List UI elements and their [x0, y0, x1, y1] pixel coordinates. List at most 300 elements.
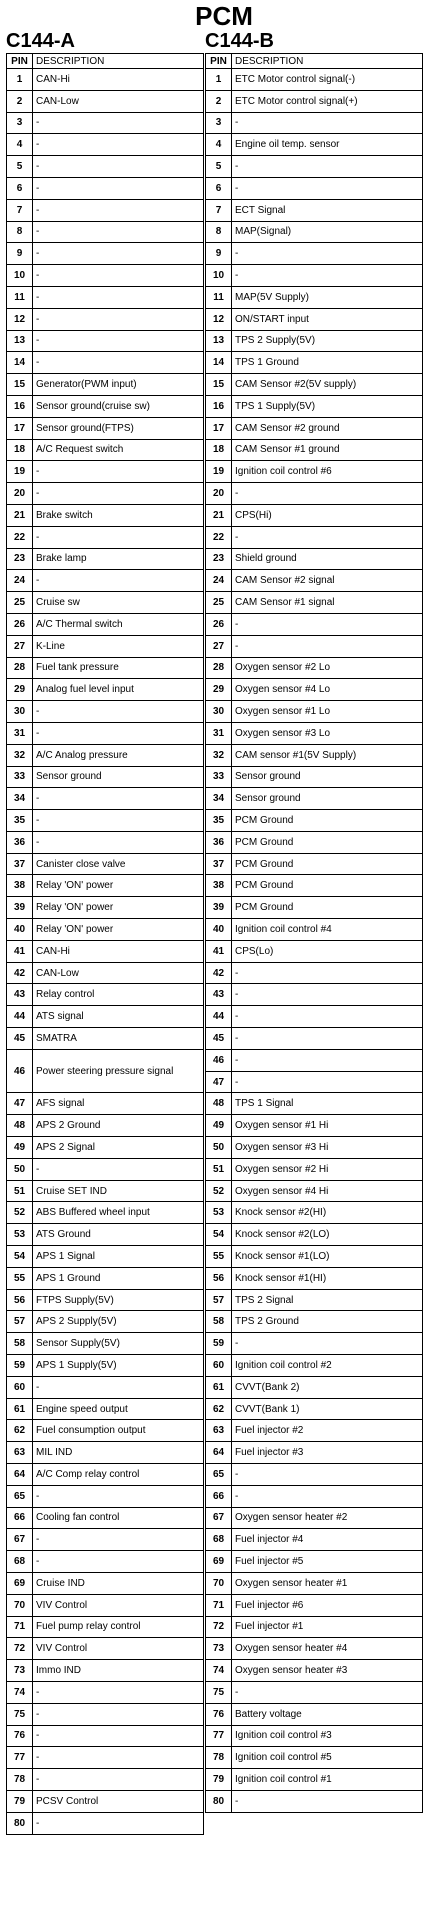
pin-description: Cooling fan control — [33, 1507, 204, 1529]
pin-number: 80 — [7, 1812, 33, 1834]
table-row — [7, 1246, 204, 1268]
pin-description: CAM Sensor #2 ground — [232, 417, 423, 439]
pin-number: 70 — [7, 1594, 33, 1616]
table-row — [7, 1006, 204, 1028]
table-row — [206, 1660, 423, 1682]
pin-description: SMATRA — [33, 1028, 204, 1050]
pin-description: Oxygen sensor heater #3 — [232, 1660, 423, 1682]
pin-description: K-Line — [33, 635, 204, 657]
pin-number: 79 — [206, 1769, 232, 1791]
pin-description: Relay 'ON' power — [33, 919, 204, 941]
pin-description: - — [33, 352, 204, 374]
table-row — [7, 1464, 204, 1486]
pin-number: 58 — [206, 1311, 232, 1333]
pin-number: 18 — [7, 439, 33, 461]
table-row — [7, 90, 204, 112]
pin-number: 73 — [206, 1638, 232, 1660]
pin-description: Relay 'ON' power — [33, 875, 204, 897]
pin-description: APS 2 Ground — [33, 1115, 204, 1137]
pin-number: 44 — [7, 1006, 33, 1028]
pin-number: 53 — [206, 1202, 232, 1224]
table-row — [7, 831, 204, 853]
table-row — [7, 635, 204, 657]
pin-description: Fuel consumption output — [33, 1420, 204, 1442]
pin-number: 6 — [206, 177, 232, 199]
pin-number: 50 — [7, 1158, 33, 1180]
pin-description: - — [232, 1485, 423, 1507]
table-row — [206, 1115, 423, 1137]
pin-number: 63 — [206, 1420, 232, 1442]
table-row — [206, 1442, 423, 1464]
pin-header: PIN — [7, 54, 33, 69]
pin-description: VIV Control — [33, 1594, 204, 1616]
pin-number: 39 — [206, 897, 232, 919]
pin-number: 24 — [206, 570, 232, 592]
pin-number: 2 — [7, 90, 33, 112]
table-row — [7, 1747, 204, 1769]
pin-description: Ignition coil control #1 — [232, 1769, 423, 1791]
pin-description: CPS(Lo) — [232, 940, 423, 962]
table-row — [7, 1376, 204, 1398]
table-row — [7, 897, 204, 919]
table-row — [206, 919, 423, 941]
table-row — [7, 483, 204, 505]
pin-description: Ignition coil control #3 — [232, 1725, 423, 1747]
table-row — [206, 439, 423, 461]
table-row — [206, 526, 423, 548]
table-row — [7, 352, 204, 374]
pin-number: 35 — [7, 810, 33, 832]
table-row — [7, 1616, 204, 1638]
description-header: DESCRIPTION — [33, 54, 204, 69]
pin-number: 44 — [206, 1006, 232, 1028]
pin-number: 3 — [7, 112, 33, 134]
pin-description: APS 1 Signal — [33, 1246, 204, 1268]
pin-number: 71 — [7, 1616, 33, 1638]
pin-description: - — [33, 810, 204, 832]
pin-description: A/C Analog pressure — [33, 744, 204, 766]
pin-number: 15 — [206, 374, 232, 396]
pin-description: - — [33, 1376, 204, 1398]
table-row — [206, 221, 423, 243]
pin-description: - — [232, 1071, 423, 1093]
pin-description: - — [232, 1049, 423, 1071]
table-row — [206, 69, 423, 91]
table-row — [206, 1311, 423, 1333]
pin-header: PIN — [206, 54, 232, 69]
table-row — [7, 766, 204, 788]
pin-description: ATS signal — [33, 1006, 204, 1028]
table-row — [206, 831, 423, 853]
table-row — [7, 330, 204, 352]
pin-description: MAP(5V Supply) — [232, 286, 423, 308]
pin-number: 68 — [206, 1529, 232, 1551]
pin-number: 8 — [206, 221, 232, 243]
pin-description: Oxygen sensor #2 Hi — [232, 1158, 423, 1180]
table-row — [206, 788, 423, 810]
table-row — [7, 439, 204, 461]
connector-a-title: C144-A — [6, 30, 75, 52]
pin-description: Fuel injector #2 — [232, 1420, 423, 1442]
table-row — [206, 1093, 423, 1115]
pin-number: 16 — [7, 395, 33, 417]
pin-description: Analog fuel level input — [33, 679, 204, 701]
table-row — [206, 1289, 423, 1311]
pin-number: 7 — [7, 199, 33, 221]
pin-number: 17 — [7, 417, 33, 439]
pin-number: 54 — [206, 1224, 232, 1246]
pin-number: 45 — [7, 1028, 33, 1050]
table-row — [206, 199, 423, 221]
pin-number: 65 — [7, 1485, 33, 1507]
table-row — [7, 177, 204, 199]
pin-number: 78 — [206, 1747, 232, 1769]
pin-number: 15 — [7, 374, 33, 396]
pin-description: - — [232, 1333, 423, 1355]
pin-number: 67 — [206, 1507, 232, 1529]
table-row — [206, 657, 423, 679]
pin-description: - — [33, 1725, 204, 1747]
pin-description: - — [33, 1551, 204, 1573]
pin-number: 33 — [206, 766, 232, 788]
pin-number: 63 — [7, 1442, 33, 1464]
pin-number: 11 — [7, 286, 33, 308]
table-row — [7, 788, 204, 810]
pin-number: 40 — [206, 919, 232, 941]
pin-number: 59 — [7, 1355, 33, 1377]
table-row — [7, 1224, 204, 1246]
pin-description: Brake lamp — [33, 548, 204, 570]
table-row — [7, 1115, 204, 1137]
pin-number: 51 — [206, 1158, 232, 1180]
pin-description: - — [33, 1769, 204, 1791]
pin-description: CAN-Hi — [33, 69, 204, 91]
pin-description: - — [33, 1681, 204, 1703]
pin-description: - — [33, 286, 204, 308]
pin-description: TPS 2 Signal — [232, 1289, 423, 1311]
pin-number: 13 — [206, 330, 232, 352]
table-row — [206, 1071, 423, 1093]
pin-number: 60 — [206, 1355, 232, 1377]
table-row — [7, 1572, 204, 1594]
pin-description: - — [33, 722, 204, 744]
pin-number: 56 — [7, 1289, 33, 1311]
pin-description: ETC Motor control signal(+) — [232, 90, 423, 112]
pin-number: 42 — [7, 962, 33, 984]
pin-description: APS 2 Signal — [33, 1137, 204, 1159]
pin-description: Ignition coil control #6 — [232, 461, 423, 483]
pin-description: TPS 2 Supply(5V) — [232, 330, 423, 352]
table-row — [206, 265, 423, 287]
pin-description: Cruise sw — [33, 592, 204, 614]
pin-number: 51 — [7, 1180, 33, 1202]
pin-number: 49 — [206, 1115, 232, 1137]
pin-number: 79 — [7, 1790, 33, 1812]
pin-number: 60 — [7, 1376, 33, 1398]
pin-number: 5 — [206, 156, 232, 178]
table-row — [206, 613, 423, 635]
pin-number: 16 — [206, 395, 232, 417]
connector-a-table — [6, 53, 204, 1835]
pin-number: 1 — [206, 69, 232, 91]
pin-number: 33 — [7, 766, 33, 788]
pin-description: TPS 1 Signal — [232, 1093, 423, 1115]
pin-number: 31 — [7, 722, 33, 744]
pin-description: PCM Ground — [232, 831, 423, 853]
pin-description: - — [33, 330, 204, 352]
pin-description: FTPS Supply(5V) — [33, 1289, 204, 1311]
pin-description: Knock sensor #2(HI) — [232, 1202, 423, 1224]
pin-description: Oxygen sensor #3 Hi — [232, 1137, 423, 1159]
table-row — [206, 1376, 423, 1398]
pin-description: PCSV Control — [33, 1790, 204, 1812]
table-row — [7, 395, 204, 417]
pin-number: 66 — [7, 1507, 33, 1529]
pin-number: 37 — [206, 853, 232, 875]
pin-description: Oxygen sensor heater #4 — [232, 1638, 423, 1660]
pin-description: - — [232, 177, 423, 199]
pin-description: Fuel tank pressure — [33, 657, 204, 679]
pin-number: 48 — [7, 1115, 33, 1137]
table-row — [206, 940, 423, 962]
table-row — [7, 417, 204, 439]
pin-description: Engine speed output — [33, 1398, 204, 1420]
pin-number: 35 — [206, 810, 232, 832]
pin-description: Relay 'ON' power — [33, 897, 204, 919]
pin-description: - — [232, 613, 423, 635]
pin-number: 12 — [7, 308, 33, 330]
table-row — [7, 461, 204, 483]
pin-number: 78 — [7, 1769, 33, 1791]
table-row — [206, 1703, 423, 1725]
pin-number: 4 — [7, 134, 33, 156]
table-row — [206, 134, 423, 156]
pin-description: CAM Sensor #2(5V supply) — [232, 374, 423, 396]
pin-description: Power steering pressure signal — [33, 1049, 204, 1093]
pin-description: Oxygen sensor #1 Hi — [232, 1115, 423, 1137]
pin-number: 40 — [7, 919, 33, 941]
table-row — [206, 1028, 423, 1050]
table-row — [206, 962, 423, 984]
pin-description: CAN-Low — [33, 90, 204, 112]
pin-number: 56 — [206, 1267, 232, 1289]
pin-number: 24 — [7, 570, 33, 592]
pin-description: CVVT(Bank 1) — [232, 1398, 423, 1420]
pin-number: 62 — [7, 1420, 33, 1442]
table-row — [7, 1267, 204, 1289]
table-row — [7, 134, 204, 156]
pin-number: 53 — [7, 1224, 33, 1246]
pin-number: 34 — [206, 788, 232, 810]
table-row — [206, 875, 423, 897]
pin-description: Generator(PWM input) — [33, 374, 204, 396]
pin-description: PCM Ground — [232, 810, 423, 832]
pin-number: 43 — [206, 984, 232, 1006]
pin-number: 41 — [206, 940, 232, 962]
pin-number: 54 — [7, 1246, 33, 1268]
pin-description: - — [33, 1158, 204, 1180]
pin-description: Fuel injector #3 — [232, 1442, 423, 1464]
pin-number: 75 — [7, 1703, 33, 1725]
pin-description: Ignition coil control #2 — [232, 1355, 423, 1377]
table-row — [7, 1725, 204, 1747]
pin-number: 21 — [206, 504, 232, 526]
page-title: PCM — [195, 1, 253, 31]
pin-number: 49 — [7, 1137, 33, 1159]
table-row — [7, 984, 204, 1006]
pin-description: Oxygen sensor #4 Lo — [232, 679, 423, 701]
pin-description: Ignition coil control #5 — [232, 1747, 423, 1769]
pin-description: CAN-Hi — [33, 940, 204, 962]
pin-number: 68 — [7, 1551, 33, 1573]
pin-description: - — [33, 177, 204, 199]
table-row — [206, 243, 423, 265]
pin-description: Fuel injector #6 — [232, 1594, 423, 1616]
table-row — [206, 1420, 423, 1442]
pin-number: 38 — [7, 875, 33, 897]
table-row — [206, 853, 423, 875]
pin-number: 48 — [206, 1093, 232, 1115]
table-row — [206, 1006, 423, 1028]
pin-number: 10 — [7, 265, 33, 287]
pin-description: APS 2 Supply(5V) — [33, 1311, 204, 1333]
pin-number: 31 — [206, 722, 232, 744]
table-row — [7, 374, 204, 396]
pin-number: 32 — [7, 744, 33, 766]
pin-number: 45 — [206, 1028, 232, 1050]
pin-number: 72 — [206, 1616, 232, 1638]
pin-description: - — [33, 1703, 204, 1725]
table-row — [7, 1049, 204, 1093]
table-row — [7, 1812, 204, 1834]
table-row — [7, 1420, 204, 1442]
table-row — [7, 919, 204, 941]
pin-number: 52 — [7, 1202, 33, 1224]
connector-b-title: C144-B — [205, 30, 274, 52]
table-row — [7, 1355, 204, 1377]
pin-description: - — [33, 243, 204, 265]
pin-description: PCM Ground — [232, 897, 423, 919]
table-row — [206, 1355, 423, 1377]
pin-description: Oxygen sensor #3 Lo — [232, 722, 423, 744]
pin-description: Fuel pump relay control — [33, 1616, 204, 1638]
pin-number: 70 — [206, 1572, 232, 1594]
pin-number: 57 — [206, 1289, 232, 1311]
pin-description: Sensor ground(cruise sw) — [33, 395, 204, 417]
pin-description: - — [33, 1747, 204, 1769]
table-row — [7, 1028, 204, 1050]
pin-description: ABS Buffered wheel input — [33, 1202, 204, 1224]
pin-description: - — [33, 788, 204, 810]
table-row — [7, 1790, 204, 1812]
pin-description: Brake switch — [33, 504, 204, 526]
pin-number: 1 — [7, 69, 33, 91]
table-row — [206, 1529, 423, 1551]
table-row — [206, 1137, 423, 1159]
pin-description: Engine oil temp. sensor — [232, 134, 423, 156]
pin-number: 43 — [7, 984, 33, 1006]
pin-number: 72 — [7, 1638, 33, 1660]
table-row — [206, 570, 423, 592]
pin-description: - — [33, 199, 204, 221]
pin-description: - — [232, 635, 423, 657]
table-row — [7, 875, 204, 897]
table-row — [7, 69, 204, 91]
table-row — [206, 1158, 423, 1180]
table-row — [206, 1464, 423, 1486]
table-row — [7, 1333, 204, 1355]
pin-description: - — [232, 1790, 423, 1812]
table-row — [7, 940, 204, 962]
pin-description: CAM Sensor #1 signal — [232, 592, 423, 614]
pin-description: - — [33, 1812, 204, 1834]
table-row — [7, 1311, 204, 1333]
pin-description: - — [33, 701, 204, 723]
table-row — [206, 1049, 423, 1071]
table-row — [206, 374, 423, 396]
table-row — [7, 526, 204, 548]
pin-description: Knock sensor #1(HI) — [232, 1267, 423, 1289]
table-row — [7, 112, 204, 134]
table-row — [7, 1507, 204, 1529]
pin-number: 55 — [206, 1246, 232, 1268]
pin-number: 25 — [206, 592, 232, 614]
pin-description: Fuel injector #5 — [232, 1551, 423, 1573]
pin-number: 77 — [7, 1747, 33, 1769]
table-row — [206, 766, 423, 788]
pin-number: 28 — [7, 657, 33, 679]
pin-description: PCM Ground — [232, 853, 423, 875]
pin-description: Oxygen sensor heater #2 — [232, 1507, 423, 1529]
table-row — [7, 243, 204, 265]
pin-number: 57 — [7, 1311, 33, 1333]
pin-number: 21 — [7, 504, 33, 526]
pin-number: 13 — [7, 330, 33, 352]
table-row — [7, 701, 204, 723]
pin-description: - — [232, 112, 423, 134]
table-row — [7, 744, 204, 766]
pin-description: Oxygen sensor #2 Lo — [232, 657, 423, 679]
pin-description: - — [232, 1028, 423, 1050]
table-row — [7, 592, 204, 614]
table-row — [206, 635, 423, 657]
pin-description: CPS(Hi) — [232, 504, 423, 526]
pin-number: 46 — [7, 1049, 33, 1093]
pin-description: CAN-Low — [33, 962, 204, 984]
pin-number: 12 — [206, 308, 232, 330]
pin-number: 64 — [7, 1464, 33, 1486]
pin-description: - — [33, 156, 204, 178]
pin-number: 14 — [7, 352, 33, 374]
pin-number: 75 — [206, 1681, 232, 1703]
pin-description: VIV Control — [33, 1638, 204, 1660]
description-header: DESCRIPTION — [232, 54, 423, 69]
pin-number: 66 — [206, 1485, 232, 1507]
pin-number: 28 — [206, 657, 232, 679]
pin-description: - — [33, 570, 204, 592]
pin-number: 26 — [206, 613, 232, 635]
table-row — [206, 722, 423, 744]
table-row — [7, 1638, 204, 1660]
pin-number: 4 — [206, 134, 232, 156]
pin-number: 9 — [206, 243, 232, 265]
pin-number: 64 — [206, 1442, 232, 1464]
pin-description: Cruise SET IND — [33, 1180, 204, 1202]
pin-number: 73 — [7, 1660, 33, 1682]
pin-number: 23 — [7, 548, 33, 570]
pin-description: CAM sensor #1(5V Supply) — [232, 744, 423, 766]
pin-description: A/C Request switch — [33, 439, 204, 461]
